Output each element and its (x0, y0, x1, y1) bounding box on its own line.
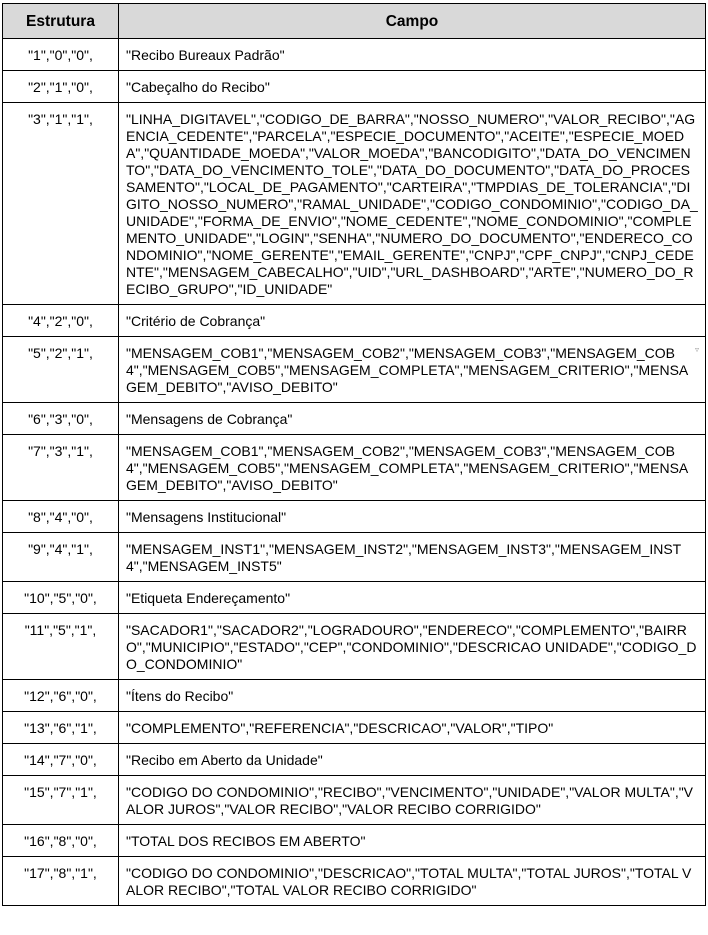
table-row (3, 680, 706, 712)
estrutura-cell: "8","4","0", (3, 501, 119, 533)
campo-cell: "Ítens do Recibo" (119, 680, 706, 712)
table-row (3, 39, 706, 71)
campo-cell: "CODIGO DO CONDOMINIO","RECIBO","VENCIMENTO","UNIDADE","VALOR MULTA","VALOR JUROS","VALOR RECIBO","VALOR RECIBO CORRIGIDO" (119, 776, 706, 825)
estrutura-cell: "3","1","1", (3, 103, 119, 305)
header-estrutura: Estrutura (3, 4, 119, 39)
estrutura-cell: "16","8","0", (3, 825, 119, 857)
campo-cell: "COMPLEMENTO","REFERENCIA","DESCRICAO","VALOR","TIPO" (119, 712, 706, 744)
campo-text: "MENSAGEM_COB1","MENSAGEM_COB2","MENSAGEM_COB3","MENSAGEM_COB4","MENSAGEM_COB5","MENSAGEM_COMPLETA","MENSAGEM_CRITERIO","MENSAGEM_DEBITO","AVISO_DEBITO" (126, 345, 689, 395)
estrutura-cell: "6","3","0", (3, 403, 119, 435)
campo-cell: "Mensagens de Cobrança" (119, 403, 706, 435)
dropdown-marker-icon: ▿ (694, 345, 699, 354)
table-row (3, 533, 706, 582)
estrutura-cell: "13","6","1", (3, 712, 119, 744)
table-row (3, 744, 706, 776)
campo-cell: "Recibo Bureaux Padrão" (119, 39, 706, 71)
table-row (3, 337, 706, 403)
table-row (3, 103, 706, 305)
table-row (3, 857, 706, 906)
campo-cell: "Recibo em Aberto da Unidade" (119, 744, 706, 776)
campo-cell: "Etiqueta Endereçamento" (119, 582, 706, 614)
estrutura-cell: "11","5","1", (3, 614, 119, 680)
estrutura-cell: "9","4","1", (3, 533, 119, 582)
table-row (3, 305, 706, 337)
estrutura-cell: "4","2","0", (3, 305, 119, 337)
campo-cell: "TOTAL DOS RECIBOS EM ABERTO" (119, 825, 706, 857)
table-row (3, 71, 706, 103)
estrutura-cell: "17","8","1", (3, 857, 119, 906)
estrutura-cell: "10","5","0", (3, 582, 119, 614)
table-row (3, 614, 706, 680)
table-row (3, 501, 706, 533)
estrutura-cell: "5","2","1", (3, 337, 119, 403)
campo-cell: "Critério de Cobrança" (119, 305, 706, 337)
table-row (3, 825, 706, 857)
header-row (3, 4, 706, 39)
estrutura-cell: "2","1","0", (3, 71, 119, 103)
estrutura-campo-table (2, 3, 706, 906)
table-row (3, 776, 706, 825)
estrutura-cell: "1","0","0", (3, 39, 119, 71)
campo-cell: "CODIGO DO CONDOMINIO","DESCRICAO","TOTAL MULTA","TOTAL JUROS","TOTAL VALOR RECIBO","TOTAL VALOR RECIBO CORRIGIDO" (119, 857, 706, 906)
campo-cell (119, 337, 706, 403)
campo-cell: "Cabeçalho do Recibo" (119, 71, 706, 103)
campo-cell: "MENSAGEM_COB1","MENSAGEM_COB2","MENSAGEM_COB3","MENSAGEM_COB4","MENSAGEM_COB5","MENSAGEM_COMPLETA","MENSAGEM_CRITERIO","MENSAGEM_DEBITO","AVISO_DEBITO" (119, 435, 706, 501)
campo-cell: "Mensagens Institucional" (119, 501, 706, 533)
estrutura-cell: "7","3","1", (3, 435, 119, 501)
estrutura-cell: "12","6","0", (3, 680, 119, 712)
table-row (3, 435, 706, 501)
campo-cell: "MENSAGEM_INST1","MENSAGEM_INST2","MENSAGEM_INST3","MENSAGEM_INST4","MENSAGEM_INST5" (119, 533, 706, 582)
campo-cell: "SACADOR1","SACADOR2","LOGRADOURO","ENDERECO","COMPLEMENTO","BAIRRO","MUNICIPIO","ESTADO","CEP","CONDOMINIO","DESCRICAO UNIDADE","CODIGO_DO_CONDOMINIO" (119, 614, 706, 680)
campo-cell: "LINHA_DIGITAVEL","CODIGO_DE_BARRA","NOSSO_NUMERO","VALOR_RECIBO","AGENCIA_CEDENTE","PARCELA","ESPECIE_DOCUMENTO","ACEITE","ESPECIE_MOEDA","QUANTIDADE_MOEDA","VALOR_MOEDA","BANCODIGITO","DATA_DO_VENCIMENTO","DATA_DO_VENCIMENTO_TOLE","DATA_DO_DOCUMENTO","DATA_DO_PROCESSAMENTO","LOCAL_DE_PAGAMENTO","CARTEIRA","TMPDIAS_DE_TOLERANCIA","DIGITO_NOSSO_NUMERO","RAMAL_UNIDADE","CODIGO_CONDOMINIO","CODIGO_DA_UNIDADE","FORMA_DE_ENVIO","NOME_CEDENTE","NOME_CONDOMINIO","COMPLEMENTO_UNIDADE","LOGIN","SENHA","NUMERO_DO_DOCUMENTO","ENDERECO_CONDOMINIO","NOME_GERENTE","EMAIL_GERENTE","CNPJ","CPF_CNPJ","CNPJ_CEDENTE","MENSAGEM_CABECALHO","UID","URL_DASHBOARD","ARTE","NUMERO_DO_RECIBO_GRUPO","ID_UNIDADE" (119, 103, 706, 305)
estrutura-cell: "14","7","0", (3, 744, 119, 776)
header-campo: Campo (119, 4, 706, 39)
estrutura-cell: "15","7","1", (3, 776, 119, 825)
table-row (3, 712, 706, 744)
table-row (3, 403, 706, 435)
table-row (3, 582, 706, 614)
